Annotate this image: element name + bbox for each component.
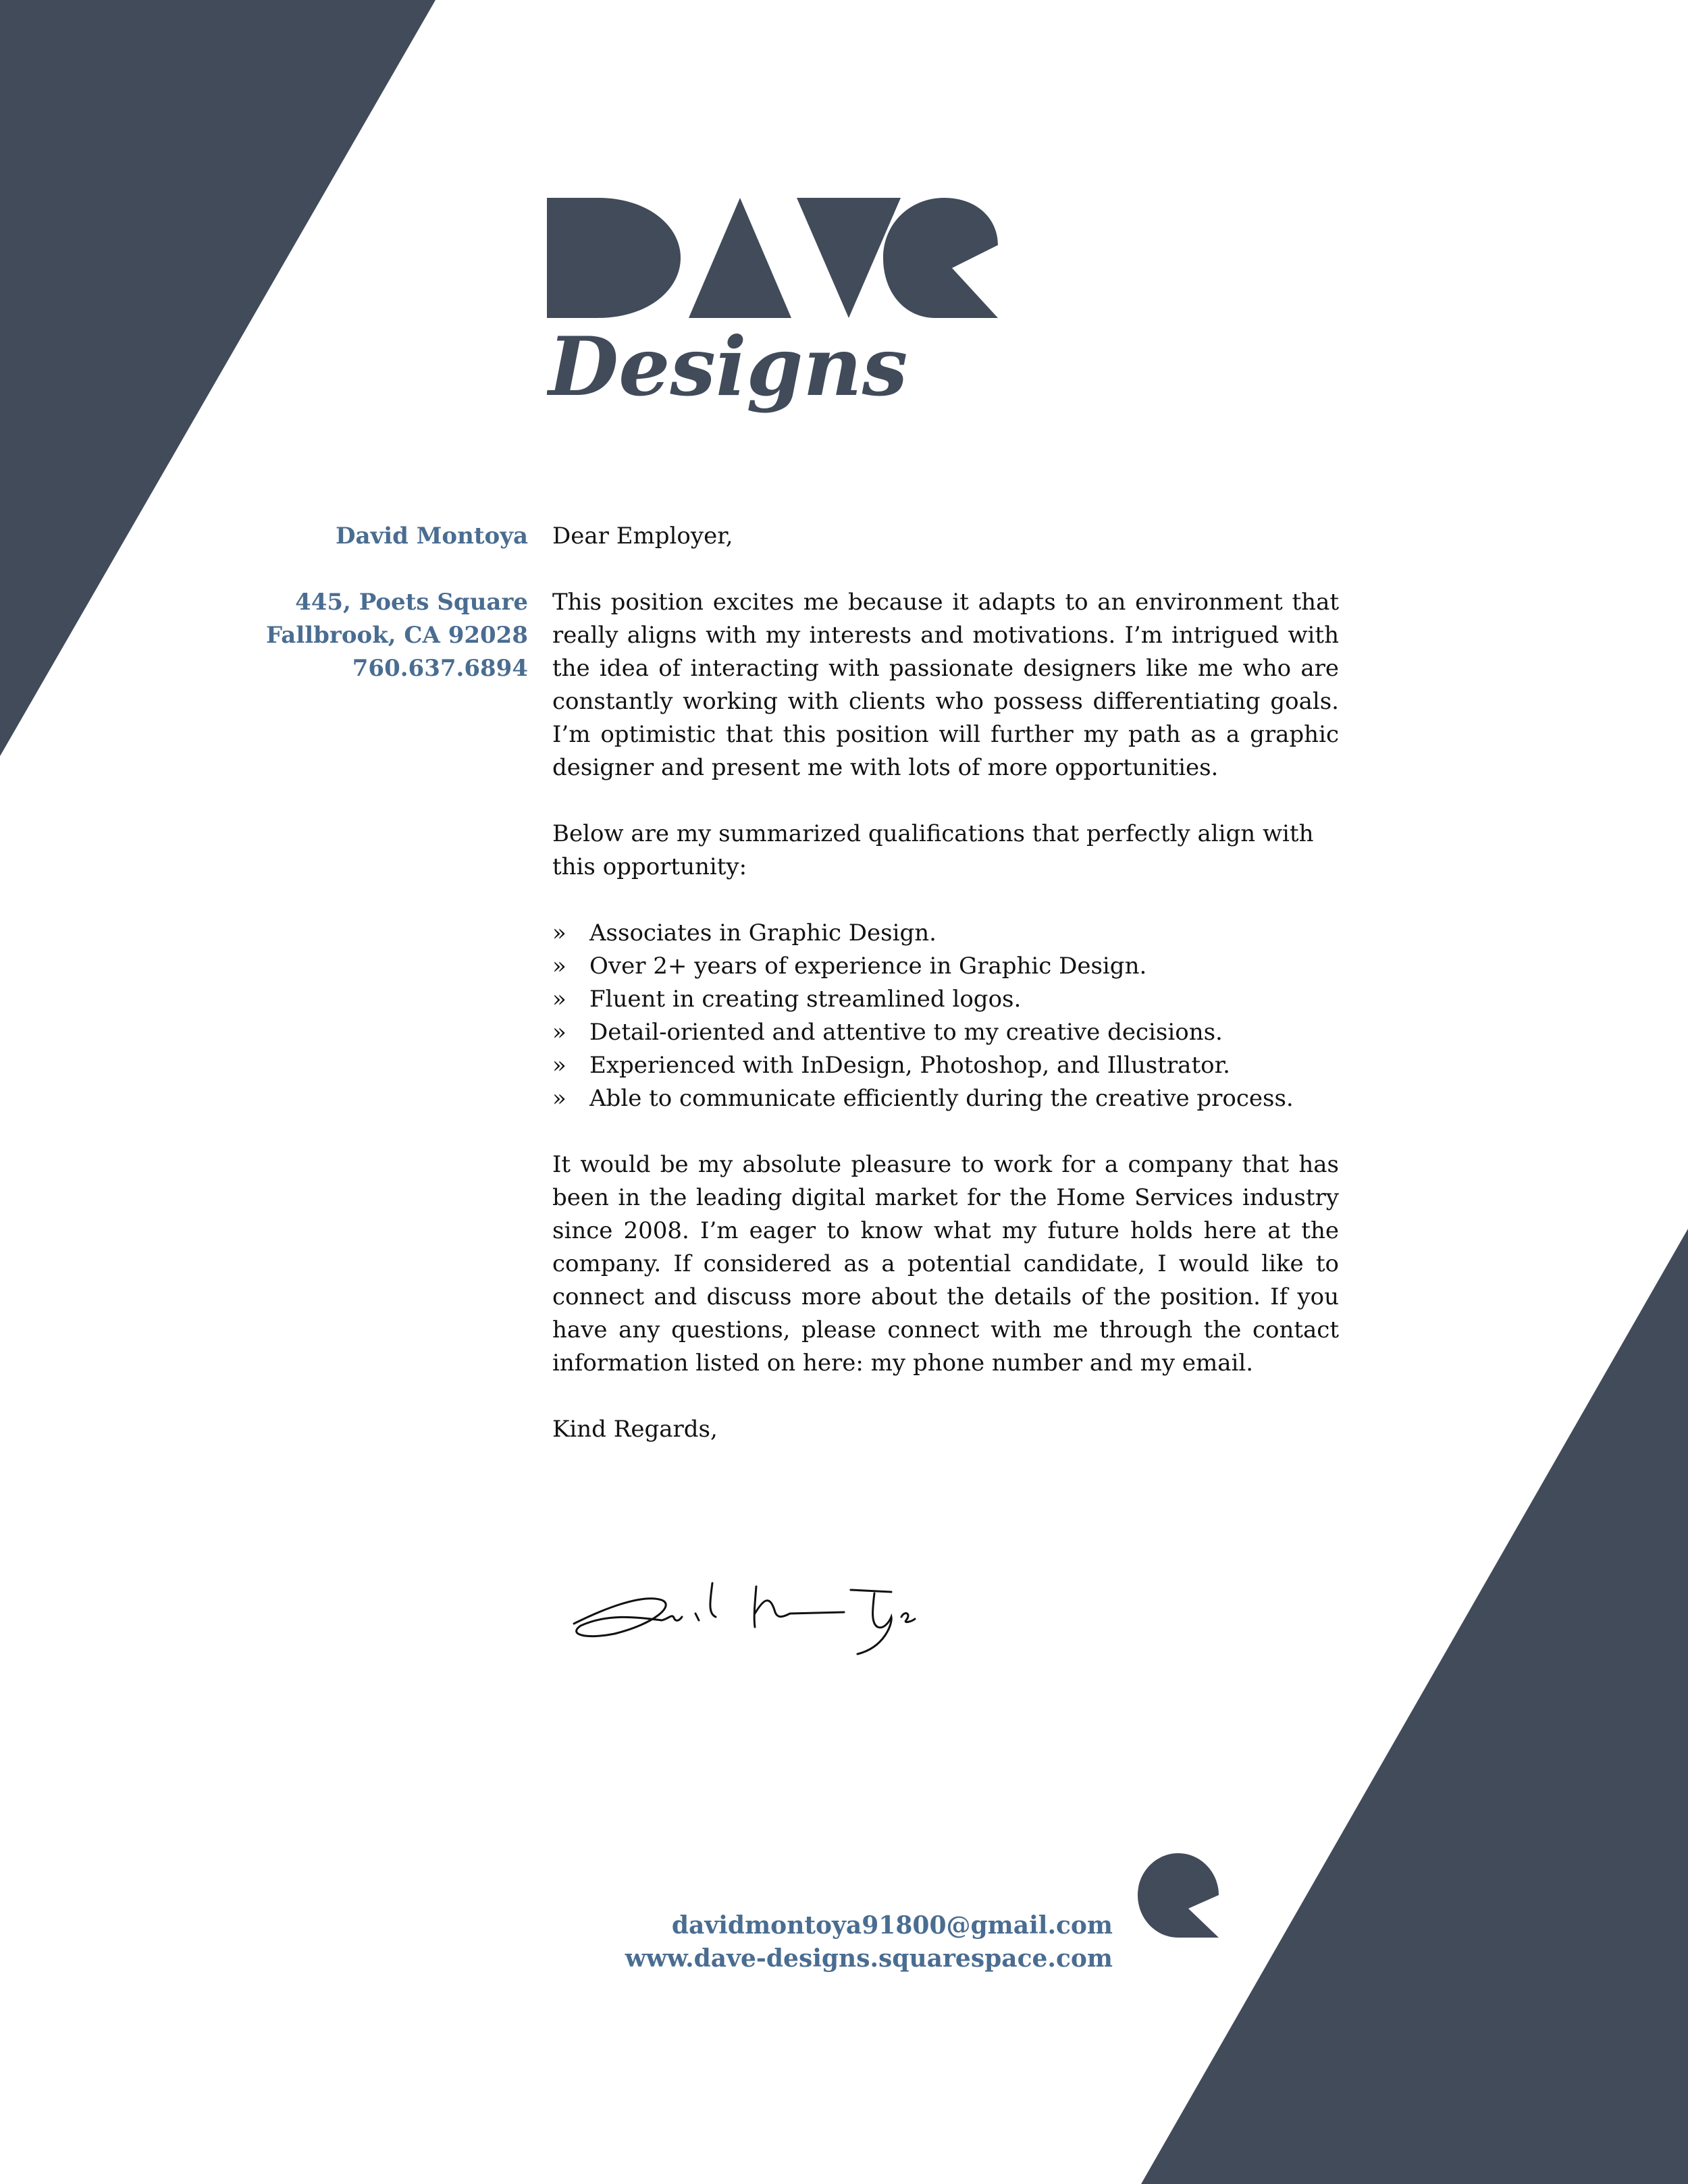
logo-letter-e — [883, 198, 998, 318]
sender-info — [244, 520, 528, 685]
closing-line: Kind Regards, — [552, 1416, 718, 1443]
logo-letter-a — [689, 198, 791, 318]
list-item — [552, 950, 1339, 983]
list-item-text: Detail-oriented and attentive to my creative decisions. — [589, 1019, 1223, 1046]
bullet-marker: » — [552, 986, 566, 1013]
paragraph-qualifications-intro: Below are my summarized qualifications that perfectly align with this opportunity: — [552, 820, 1314, 880]
logo-script: Designs — [548, 319, 908, 415]
bullet-marker: » — [552, 920, 566, 947]
handwritten-signature — [560, 1560, 993, 1661]
bullet-marker: » — [552, 1052, 566, 1079]
list-item-text: Associates in Graphic Design. — [589, 920, 937, 947]
paragraph-closing-body: It would be my absolute pleasure to work for a company that has been in the leading digital market for the Home Services industry since 2008. I’m eager to know what my future holds here at the company. If considered as a potential candidate, I would like to connect and discuss more about the details of the position. If you have any questions, please connect with me through the contact information listed on here: my phone number and my email. — [552, 1151, 1339, 1377]
logo-letter-d — [547, 198, 681, 318]
sender-phone: 760.637.6894 — [352, 655, 528, 682]
sender-name: David Montoya — [336, 523, 528, 550]
letter-body — [552, 520, 1339, 1479]
dave-designs-logo — [547, 192, 1006, 435]
footer-website-link[interactable]: www.dave-designs.squarespace.com — [625, 1944, 1113, 1973]
list-item-text: Able to communicate efficiently during the creative process. — [589, 1085, 1294, 1112]
footer-contact — [625, 1909, 1113, 1975]
paragraph-intro: This position excites me because it adapts to an environment that really aligns with my interests and motivations. I’m intrigued with the idea of interacting with passionate designers like me who are constantly working with clients who possess differentiating goals. I’m optimistic that this position will further my path as a graphic designer and present me with lots of more opportunities. — [552, 589, 1339, 781]
footer-email-link[interactable]: davidmontoya91800@gmail.com — [671, 1911, 1113, 1940]
logo-wordmark — [547, 198, 998, 318]
bullet-marker: » — [552, 953, 566, 980]
bullet-marker: » — [552, 1019, 566, 1046]
bullet-marker: » — [552, 1085, 566, 1112]
salutation: Dear Employer, — [552, 523, 733, 550]
list-item — [552, 1049, 1339, 1082]
list-item-text: Over 2+ years of experience in Graphic Design. — [589, 953, 1147, 980]
list-item-text: Experienced with InDesign, Photoshop, and Illustrator. — [589, 1052, 1230, 1079]
list-item — [552, 983, 1339, 1016]
qualifications-list — [552, 917, 1339, 1115]
sender-city: Fallbrook, CA 92028 — [266, 622, 528, 649]
sender-street: 445, Poets Square — [295, 589, 528, 616]
list-item-text: Fluent in creating streamlined logos. — [589, 986, 1022, 1013]
list-item — [552, 917, 1339, 950]
list-item — [552, 1016, 1339, 1049]
list-item — [552, 1082, 1339, 1115]
brand-mark-icon — [1138, 1853, 1219, 1938]
